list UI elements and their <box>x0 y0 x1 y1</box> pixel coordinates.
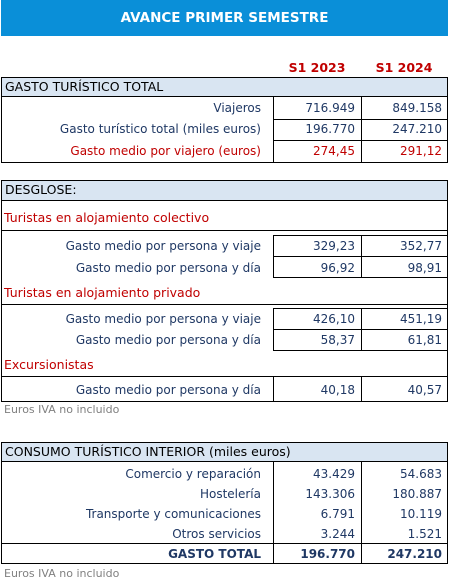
consumo-comercio-2023: 43.429 <box>313 467 355 481</box>
consumo-total-divider <box>1 543 448 544</box>
value-gasto-medio-2024: 291,12 <box>400 144 442 158</box>
group-title-colectivo: Turistas en alojamiento colectivo <box>4 210 210 225</box>
group-1-divider <box>1 230 448 231</box>
consumo-otros-2024: 1.521 <box>407 527 442 541</box>
excursionistas-dia-label: Gasto medio por persona y día <box>75 383 261 397</box>
privado-dia-2024: 61,81 <box>407 333 442 347</box>
consumo-label-comercio: Comercio y reparación <box>125 467 261 481</box>
gasto-total-header: GASTO TURÍSTICO TOTAL <box>1 77 448 97</box>
consumo-otros-2023: 3.244 <box>320 527 355 541</box>
consumo-label-gasto-total: GASTO TOTAL <box>168 547 261 561</box>
privado-dia-2023: 58,37 <box>320 333 355 347</box>
row-label-viajeros: Viajeros <box>213 101 261 115</box>
colectivo-viaje-2024: 352,77 <box>400 239 442 253</box>
privado-dia-label: Gasto medio por persona y día <box>75 333 261 347</box>
consumo-hosteleria-2023: 143.306 <box>305 487 355 501</box>
consumo-gasto-total-2024: 247.210 <box>387 547 442 561</box>
group-1-row-line <box>273 256 448 257</box>
column-header-2024: S1 2024 <box>375 60 433 75</box>
consumo-comercio-2024: 54.683 <box>400 467 442 481</box>
desglose-note: Euros IVA no incluido <box>4 403 120 416</box>
value-gasto-medio-2023: 274,45 <box>313 144 355 158</box>
value-gasto-turistico-2024: 247.210 <box>392 122 442 136</box>
gasto-row-line-1 <box>273 119 448 120</box>
colectivo-viaje-2023: 329,23 <box>313 239 355 253</box>
consumo-transporte-2023: 6.791 <box>320 507 355 521</box>
consumo-label-transporte: Transporte y comunicaciones <box>85 507 261 521</box>
consumo-label-hosteleria: Hostelería <box>199 487 261 501</box>
privado-viaje-label: Gasto medio por persona y viaje <box>65 312 261 326</box>
desglose-header: DESGLOSE: <box>1 180 448 201</box>
value-gasto-turistico-2023: 196.770 <box>305 122 355 136</box>
row-label-gasto-turistico-total: Gasto turístico total (miles euros) <box>59 122 261 136</box>
table-title: AVANCE PRIMER SEMESTRE <box>1 0 448 36</box>
consumo-note: Euros IVA no incluido <box>4 567 120 580</box>
consumo-transporte-2024: 10.119 <box>400 507 442 521</box>
row-label-gasto-medio-viajero: Gasto medio por viajero (euros) <box>70 144 261 158</box>
colectivo-viaje-label: Gasto medio por persona y viaje <box>65 239 261 253</box>
group-2-divider <box>1 304 448 305</box>
gasto-row-line-2 <box>273 140 448 141</box>
value-viajeros-2024: 849.158 <box>392 101 442 115</box>
colectivo-dia-label: Gasto medio por persona y día <box>75 261 261 275</box>
consumo-gasto-total-2023: 196.770 <box>300 547 355 561</box>
column-header-2023: S1 2023 <box>288 60 346 75</box>
colectivo-dia-2024: 98,91 <box>407 261 442 275</box>
privado-viaje-2024: 451,19 <box>400 312 442 326</box>
colectivo-dia-2023: 96,92 <box>320 261 355 275</box>
group-2-row-line <box>273 329 448 330</box>
consumo-hosteleria-2024: 180.887 <box>392 487 442 501</box>
consumo-header: CONSUMO TURÍSTICO INTERIOR (miles euros) <box>1 442 448 462</box>
excursionistas-dia-2023: 40,18 <box>320 383 355 397</box>
group-3-divider <box>1 376 448 377</box>
privado-viaje-2023: 426,10 <box>313 312 355 326</box>
group-title-privado: Turistas en alojamiento privado <box>4 285 201 300</box>
value-viajeros-2023: 716.949 <box>305 101 355 115</box>
excursionistas-dia-2024: 40,57 <box>407 383 442 397</box>
consumo-label-otros: Otros servicios <box>172 527 261 541</box>
group-title-excursionistas: Excursionistas <box>4 357 94 372</box>
